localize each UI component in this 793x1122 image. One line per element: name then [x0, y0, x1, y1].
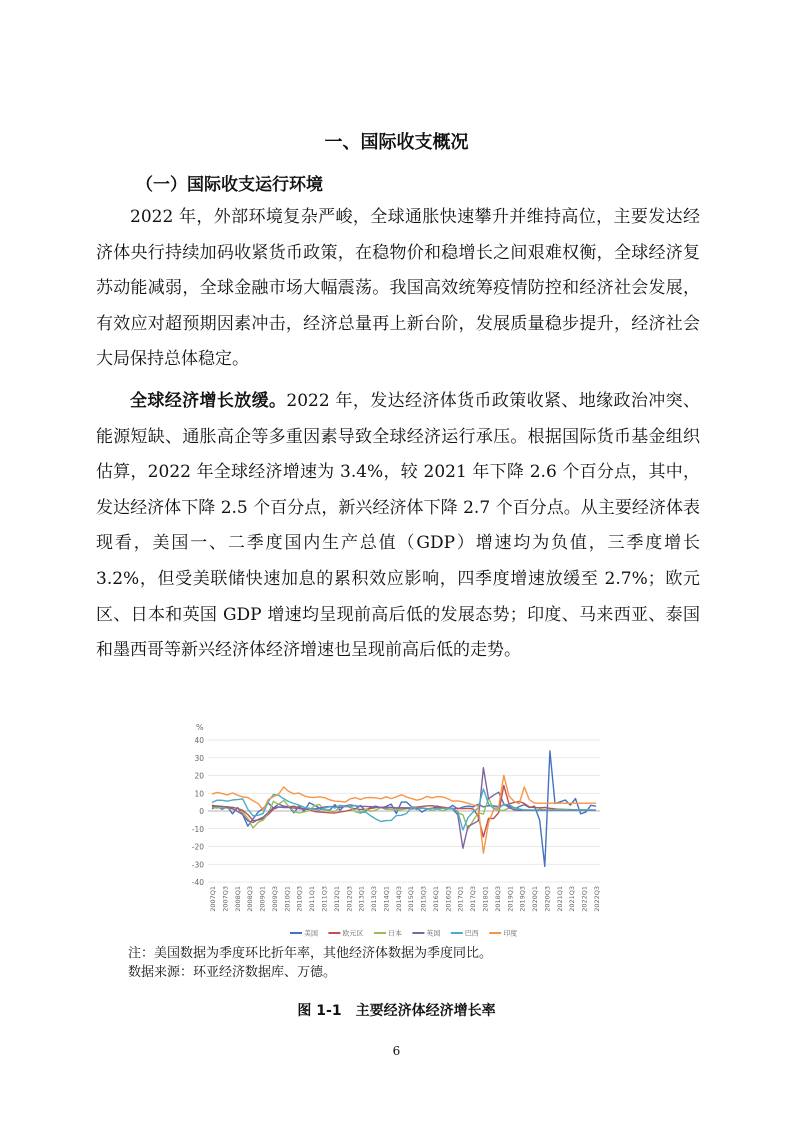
y-tick-label: -40 [191, 878, 204, 887]
x-tick-label: 2010Q1 [283, 886, 292, 912]
x-tick-label: 2008Q3 [246, 886, 255, 912]
paragraph-lead: 全球经济增长放缓。 [130, 391, 287, 411]
legend-label: 美国 [304, 929, 318, 938]
x-tick-label: 2016Q1 [431, 886, 440, 912]
x-tick-label: 2015Q3 [419, 886, 428, 912]
section-title: 一、国际收支概况 [324, 132, 469, 153]
y-tick-label: 0 [199, 807, 204, 816]
x-tick-label: 2021Q3 [568, 886, 577, 912]
x-tick-label: 2018Q1 [481, 886, 490, 912]
x-tick-label: 2017Q3 [469, 886, 478, 912]
y-tick-label: -10 [191, 824, 204, 834]
growth-chart [186, 720, 606, 942]
x-tick-label: 2022Q1 [580, 886, 589, 912]
x-tick-label: 2007Q3 [221, 886, 230, 912]
page-number: 6 [392, 1044, 401, 1058]
x-tick-label: 2014Q3 [394, 886, 403, 912]
paragraph-global-growth [96, 384, 700, 669]
legend-label: 欧元区 [342, 929, 364, 938]
x-tick-label: 2021Q1 [555, 886, 564, 912]
growth-chart-svg [186, 720, 606, 942]
x-tick-label: 2020Q1 [531, 886, 540, 912]
source-line: 数据来源：环亚经济数据库、万德。 [128, 965, 337, 980]
legend-label: 印度 [503, 929, 518, 938]
figure-caption: 图 1-1 主要经济体经济增长率 [297, 1003, 496, 1019]
paragraph-body: 2022 年，发达经济体货币政策收紧、地缘政治冲突、能源短缺、通胀高企等多重因素导致全球经济运行承压。根据国际货币基金组织估算，2022 年全球经济增速为 3.4%，较 2021 年下降 2.6 个百分点，其中，发达经济体下降 2.5 个百分点，新兴经济体下降 2.7 个百分点。从主要经济体表现看，美国一、二季度国内生产总值（GDP）增速均为负值，三季度增长 3.2%，但受美联储快速加息的累积效应影响，四季度增速放缓至 2.7%；欧元区、日本和英国 GDP 增速均呈现前高后低的发展态势；印度、马来西亚、泰国和墨西哥等新兴经济体经济增速也呈现前高后低的走势。 [96, 391, 701, 661]
x-tick-label: 2022Q3 [593, 886, 601, 912]
x-tick-label: 2020Q3 [543, 886, 552, 912]
x-tick-label: 2012Q3 [345, 886, 354, 912]
x-tick-label: 2008Q1 [233, 886, 242, 912]
x-tick-label: 2012Q1 [332, 886, 341, 912]
x-tick-label: 2011Q1 [308, 886, 317, 912]
x-tick-label: 2007Q1 [209, 886, 217, 912]
x-tick-label: 2018Q3 [493, 886, 502, 912]
y-tick-label: 10 [194, 789, 204, 799]
x-tick-label: 2016Q3 [444, 886, 453, 912]
x-tick-label: 2017Q1 [456, 886, 465, 912]
x-tick-label: 2011Q3 [320, 886, 329, 912]
y-tick-label: -20 [191, 842, 204, 852]
x-tick-label: 2013Q1 [357, 886, 366, 912]
x-tick-label: 2015Q1 [407, 886, 416, 912]
x-tick-label: 2009Q3 [270, 886, 279, 912]
legend-label: 日本 [388, 929, 402, 938]
paragraph-environment: 2022 年，外部环境复杂严峻，全球通胀快速攀升并维持高位，主要发达经济体央行持续加码收紧货币政策，在稳物价和稳增长之间艰难权衡，全球经济复苏动能减弱，全球金融市场大幅震荡。我国高效统筹疫情防控和经济社会发展，有效应对超预期因素冲击，经济总量再上新台阶，发展质量稳步提升，经济社会大局保持总体稳定。 [96, 207, 700, 370]
legend-label: 英国 [426, 929, 441, 938]
subsection-title: （一）国际收支运行环境 [136, 175, 323, 195]
x-tick-label: 2019Q1 [506, 886, 515, 912]
y-tick-label: 30 [194, 753, 204, 763]
x-tick-label: 2019Q3 [518, 886, 527, 912]
x-tick-label: 2013Q3 [370, 886, 379, 912]
y-axis-unit-label: % [196, 723, 204, 732]
legend-label: 巴西 [464, 929, 479, 938]
note-line: 注：美国数据为季度环比折年率，其他经济体数据为季度同比。 [128, 946, 493, 961]
x-tick-label: 2010Q3 [295, 886, 304, 912]
y-tick-label: 20 [194, 771, 204, 781]
y-tick-label: -30 [191, 860, 204, 870]
y-tick-label: 40 [194, 736, 204, 745]
figure-notes [128, 944, 492, 982]
x-tick-label: 2014Q1 [382, 886, 391, 912]
x-tick-label: 2009Q1 [258, 886, 267, 912]
